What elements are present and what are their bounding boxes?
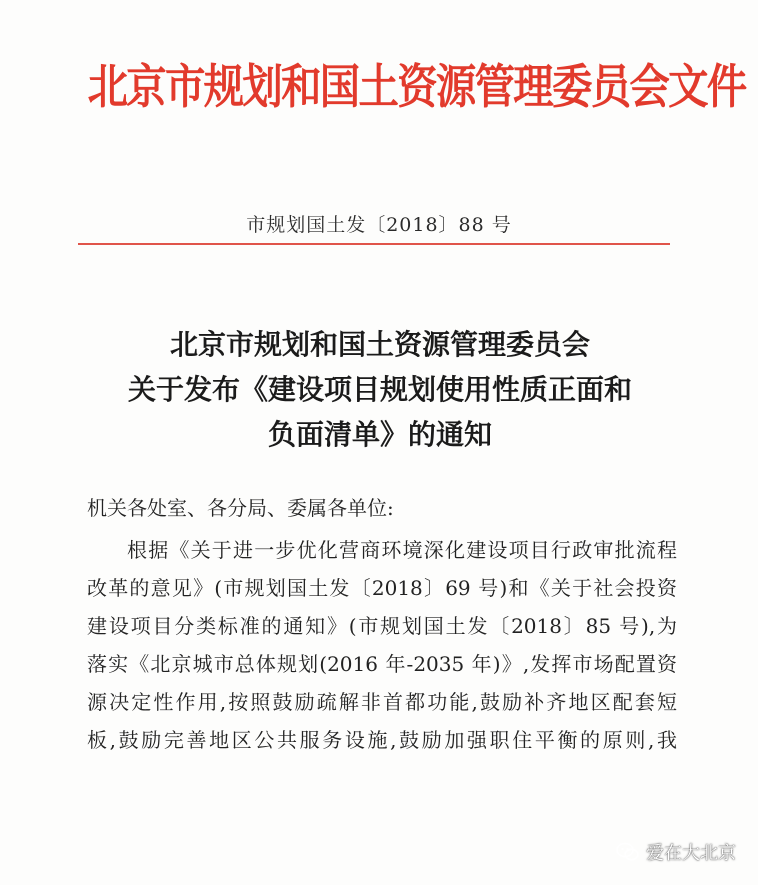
body-line: 建设项目分类标准的通知》(市规划国土发〔2018〕85 号),为 (87, 614, 677, 638)
red-divider-line (78, 243, 670, 245)
notice-title-line-3: 负面清单》的通知 (267, 418, 492, 451)
wechat-icon (616, 842, 640, 862)
body-paragraph (87, 531, 677, 759)
body-line: 根据《关于进一步优化营商环境深化建设项目行政审批流程 (127, 538, 677, 562)
body-line: 改革的意见》(市规划国土发〔2018〕69 号)和《关于社会投资 (87, 576, 677, 600)
document-number: 市规划国土发〔2018〕88 号 (246, 214, 512, 236)
notice-title-line-1: 北京市规划和国土资源管理委员会 (169, 328, 590, 361)
watermark-text: 爱在大北京 (646, 843, 736, 864)
watermark (616, 839, 736, 865)
notice-title (60, 322, 700, 457)
body-line: 落实《北京城市总体规划(2016 年-2035 年)》,发挥市场配置资 (87, 652, 677, 676)
letterhead-title: 北京市规划和国土资源管理委员会文件 (87, 60, 746, 115)
body-line: 板,鼓励完善地区公共服务设施,鼓励加强职住平衡的原则,我 (87, 728, 677, 752)
body-line: 源决定性作用,按照鼓励疏解非首都功能,鼓励补齐地区配套短 (87, 690, 677, 714)
notice-title-line-2: 关于发布《建设项目规划使用性质正面和 (127, 373, 632, 406)
salutation: 机关各处室、各分局、委属各单位: (87, 496, 394, 520)
